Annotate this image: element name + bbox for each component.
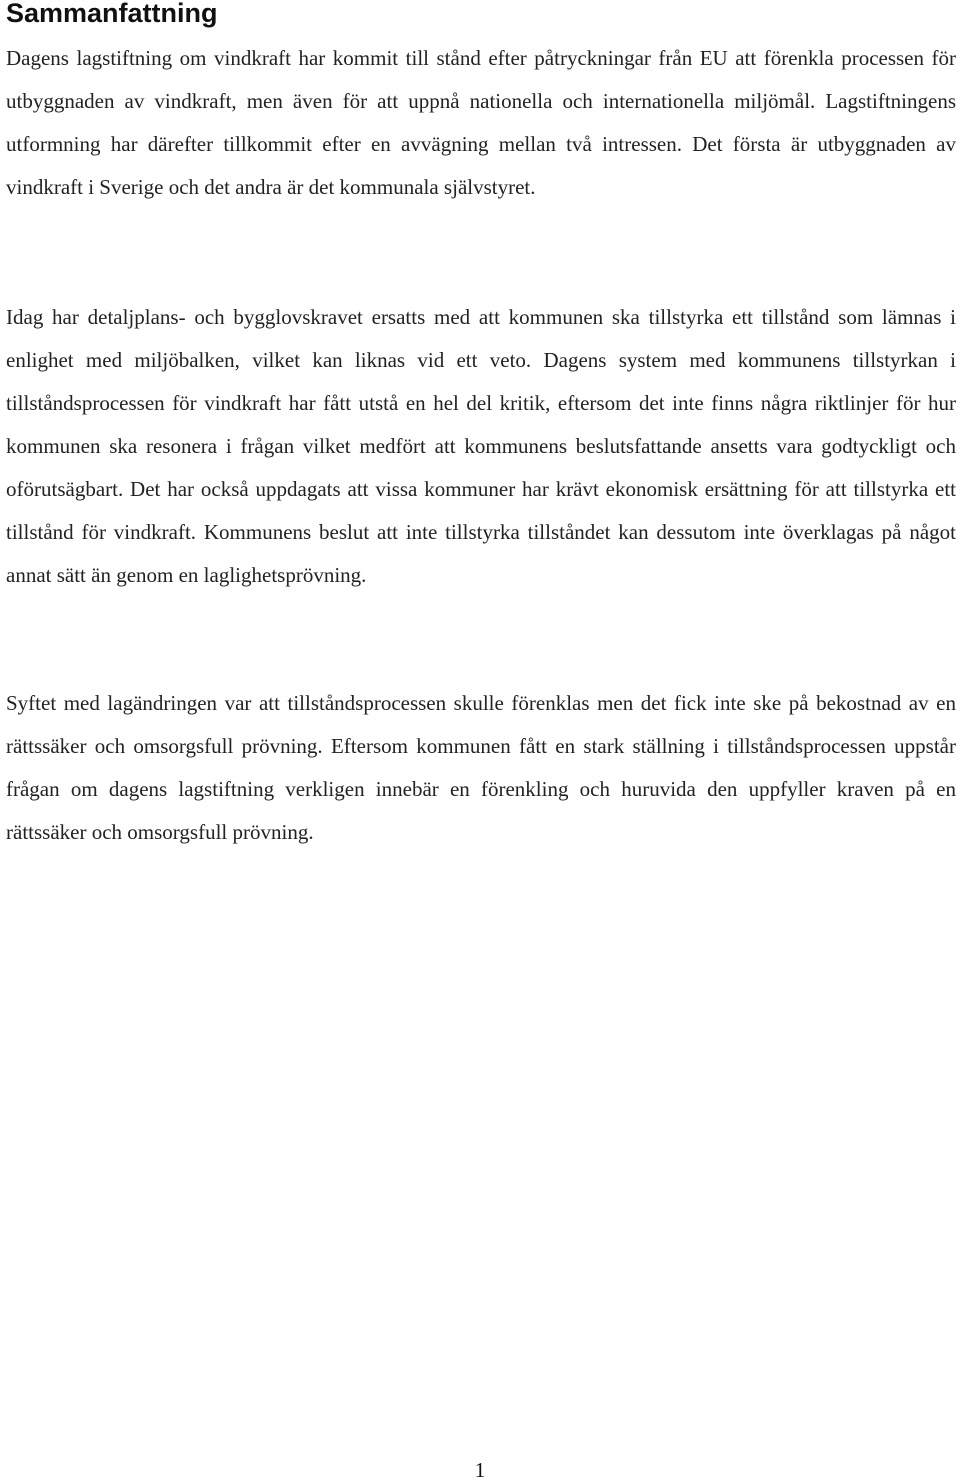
page-number: 1: [474, 1458, 486, 1482]
paragraph-2: Idag har detaljplans- och bygglovskravet ersatts med att kommunen ska tillstyrka ett tillstånd som lämnas i enlighet med miljöbalken, vilket kan liknas vid ett veto. Dagens system med kommunens tillstyrkan i tillståndsprocessen för vindkraft har fått utstå en hel del kritik, eftersom det inte finns några riktlinjer för hur kommunen ska resonera i frågan vilket medfört att kommunens beslutsfattande ansetts vara godtyckligt och oförutsägbart. Det har också uppdagats att vissa kommuner har krävt ekonomisk ersättning för att tillstyrka ett tillstånd för vindkraft. Kommunens beslut att inte tillstyrka tillståndet kan dessutom inte överklagas på något annat sätt än genom en laglighetsprövning.: [6, 305, 956, 587]
section-heading: Sammanfattning: [6, 0, 218, 28]
paragraph-1: Dagens lagstiftning om vindkraft har kommit till stånd efter påtryckningar från EU att förenkla processen för utbyggnaden av vindkraft, men även för att uppnå nationella och internationella miljömål. Lagstiftningens utformning har därefter tillkommit efter en avvägning mellan två intressen. Det första är utbyggnaden av vindkraft i Sverige och det andra är det kommunala självstyret.: [6, 46, 956, 199]
paragraph-3: Syftet med lagändringen var att tillståndsprocessen skulle förenklas men det fick inte ske på bekostnad av en rättssäker och omsorgsfull prövning. Eftersom kommunen fått en stark ställning i tillståndsprocessen uppstår frågan om dagens lagstiftning verkligen innebär en förenkling och huruvida den uppfyller kraven på en rättssäker och omsorgsfull prövning.: [6, 691, 956, 844]
